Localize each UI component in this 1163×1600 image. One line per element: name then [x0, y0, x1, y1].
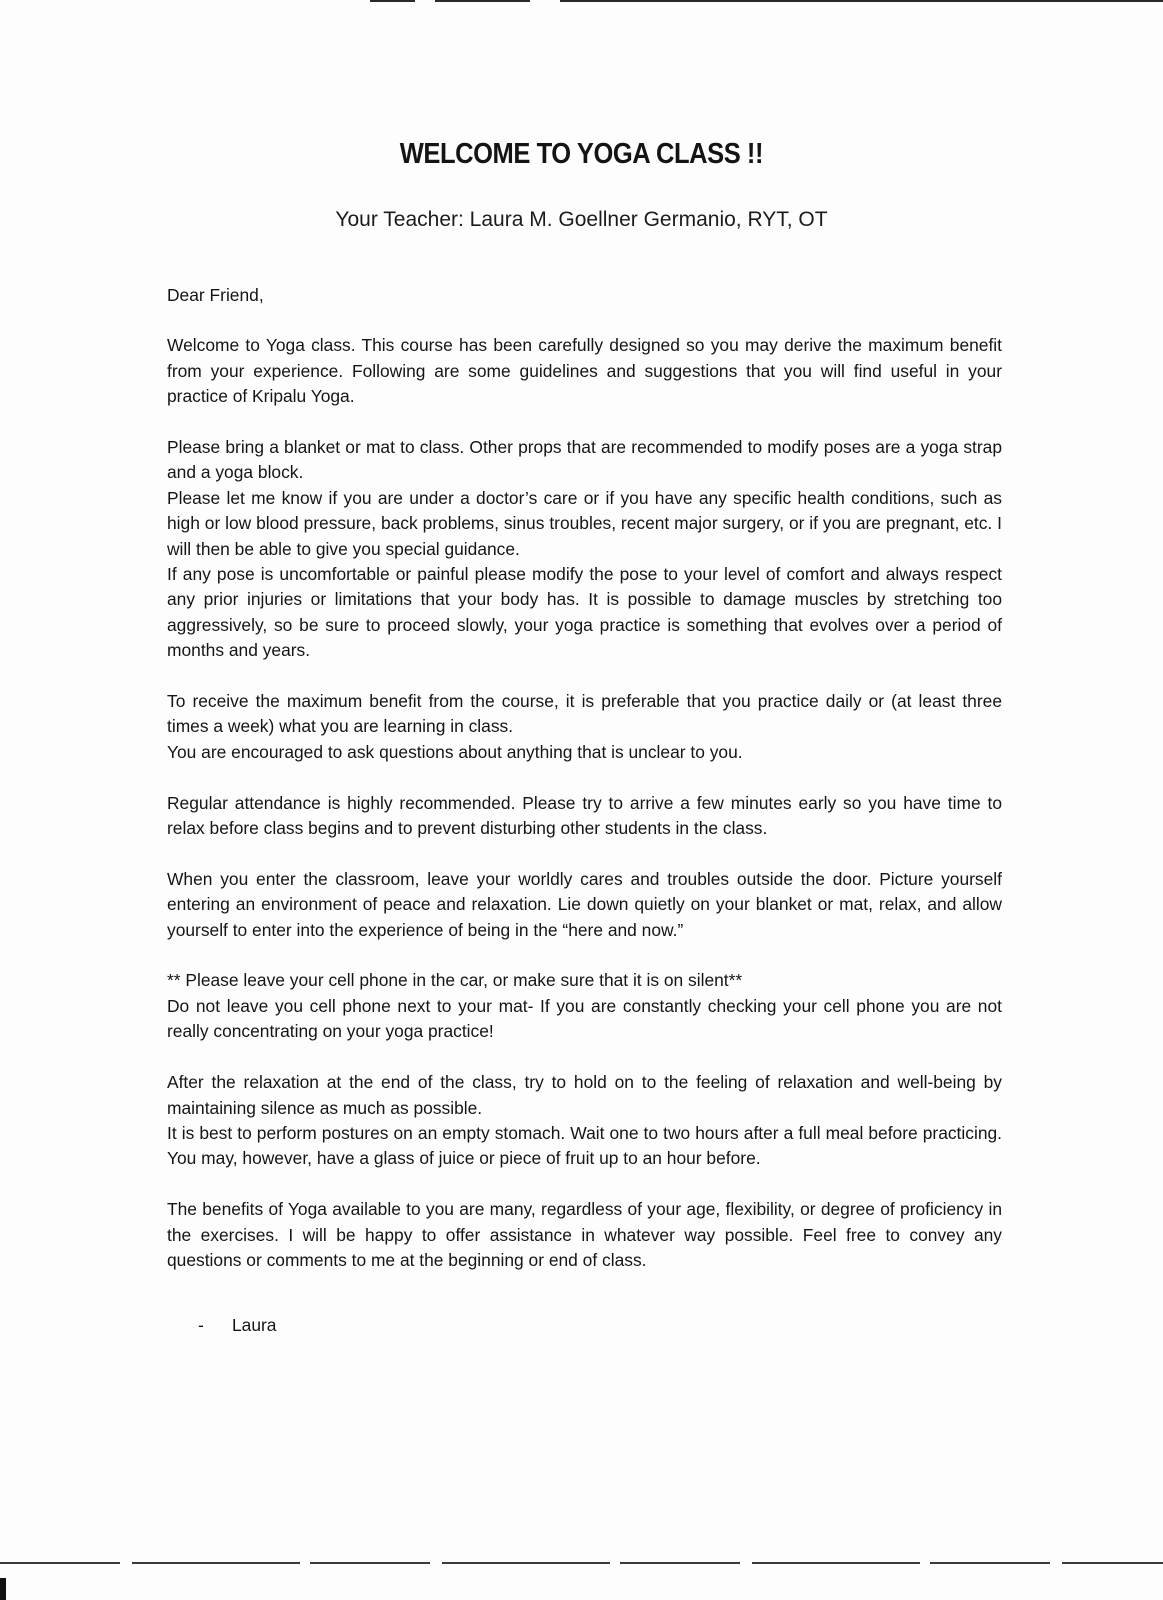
page-title: WELCOME TO YOGA CLASS !!: [399, 138, 764, 170]
paragraph-practice: [167, 689, 1002, 765]
signature-name: Laura: [232, 1315, 277, 1335]
paragraph-line: ** Please leave your cell phone in the car, or make sure that it is on silent**: [167, 970, 743, 991]
signature-dash: -: [198, 1315, 204, 1335]
salutation: Dear Friend,: [167, 285, 264, 305]
paragraph-line: When you enter the classroom, leave your worldly cares and troubles outside the door. Picture yourself entering an environment of peace and relaxation. Lie down quietly on your blanket or mat, relax, and allow yourself to enter into the experience of being in the “here and now.”: [167, 868, 1002, 940]
paragraph-line: Welcome to Yoga class. This course has been carefully designed so you may derive the maximum benefit from your experience. Following are some guidelines and suggestions that you will find useful in your practice of Kripalu Yoga.: [167, 335, 1002, 407]
paragraph-cell-phone: [167, 968, 1002, 1044]
paragraph-welcome: [167, 333, 1002, 409]
paragraph-line: You are encouraged to ask questions about anything that is unclear to you.: [167, 741, 743, 762]
signature: [198, 1315, 276, 1336]
scan-fold-line: [0, 1562, 1163, 1564]
paragraph-line: The benefits of Yoga available to you are many, regardless of your age, flexibility, or degree of proficiency in the exercises. I will be happy to offer assistance in whatever way possible. Feel free to convey any questions or comments to me at the beginning or end of class.: [167, 1199, 1002, 1270]
header: [0, 138, 1163, 171]
paragraph-line: Please let me know if you are under a doctor’s care or if you have any specific health conditions, such as high or low blood pressure, back problems, sinus troubles, recent major surgery, or if you are pregnant, etc. I will then be able to give you special guidance.: [167, 487, 1002, 559]
paragraph-guidelines: [167, 435, 1002, 664]
paragraph-benefits: [167, 1197, 1002, 1273]
paragraph-line: If any pose is uncomfortable or painful please modify the pose to your level of comfort and always respect any prior injuries or limitations that your body has. It is possible to damage muscles by stretching too aggressively, so be sure to proceed slowly, your yoga practice is something that evolves over a period of months and years.: [167, 564, 1002, 661]
letter-body: [167, 283, 1002, 1299]
paragraph-line: After the relaxation at the end of the class, try to hold on to the feeling of relaxation and well-being by maintaining silence as much as possible.: [167, 1072, 1002, 1118]
paragraph-line: Do not leave you cell phone next to your mat- If you are constantly checking your cell phone you are not really concentrating on your yoga practice!: [167, 995, 1002, 1042]
paragraph-line: It is best to perform postures on an empty stomach. Wait one to two hours after a full meal before practicing. You may, however, have a glass of juice or piece of fruit up to an hour before.: [167, 1122, 1002, 1169]
paragraph-line: To receive the maximum benefit from the course, it is preferable that you practice daily or (at least three times a week) what you are learning in class.: [167, 691, 1002, 737]
scan-edge-top: [370, 0, 1163, 2]
paragraph-classroom: [167, 867, 1002, 943]
paragraph-line: Please bring a blanket or mat to class. Other props that are recommended to modify poses are a yoga strap and a yoga block.: [167, 437, 1002, 483]
paragraph-line: Regular attendance is highly recommended. Please try to arrive a few minutes early so you have time to relax before class begins and to prevent disturbing other students in the class.: [167, 792, 1002, 839]
teacher-line: Your Teacher: Laura M. Goellner Germanio, RYT, OT: [335, 208, 828, 231]
paragraph-attendance: [167, 791, 1002, 842]
paragraph-relaxation: [167, 1070, 1002, 1172]
scan-edge-mark: [0, 1578, 6, 1600]
